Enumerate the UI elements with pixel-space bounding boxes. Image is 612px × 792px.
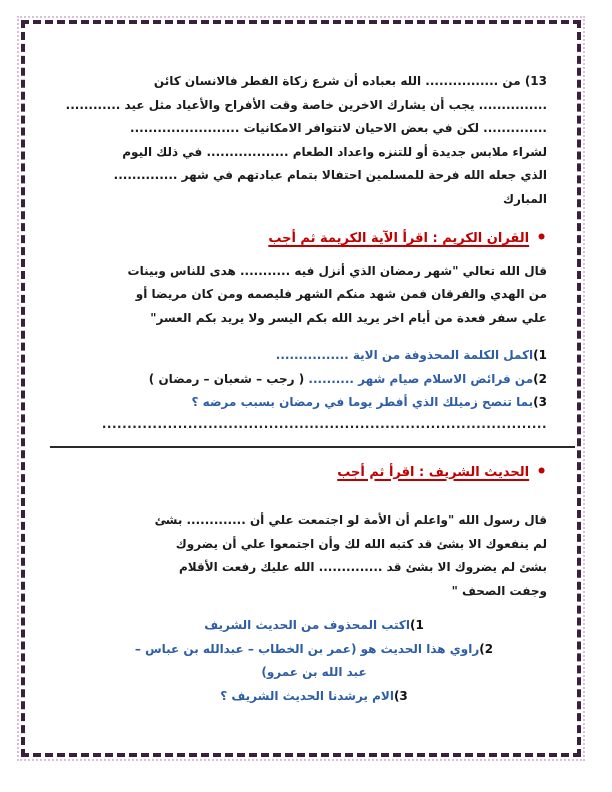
hadith-question-2-continued [81,661,547,685]
question-text: بما تنصح زميلك الذي أفطر يوما في رمضان بسبب مرضه ؟ [191,395,534,409]
question-text: عبد الله بن عمرو) [261,665,367,679]
bullet-icon: • [536,228,547,248]
question-text: من فرائض الاسلام صيام شهر .......... [304,371,534,386]
question-number: 1) [409,618,424,632]
hadith-heading-text: الحديث الشريف : اقرأ ثم أجب [337,464,530,480]
quran-question-2 [81,368,547,392]
quran-heading-text: القران الكريم : اقرأ الآية الكريمة ثم أجب [268,231,530,246]
hadith-line-3: بشئ لم يضروك الا بشئ قد .............. الله عليك رفعت الأقلام [178,560,547,574]
question-number: 2) [479,641,494,656]
question-number: 2) [533,371,547,386]
quran-verse-block [81,260,547,331]
question-number: 1) [533,348,547,362]
q13-line-6: المبارك [503,191,547,206]
hadith-questions-block [81,614,547,708]
verse-line-1: قال الله تعالي "شهر رمضان الذي أنزل فيه ........... هدى للناس وبينات [127,263,547,278]
hadith-line-1: قال رسول الله "واعلم أن الأمة لو اجتمعت علي أن ............. بشئ [154,513,547,527]
question-choices: ( رجب – شعبان – رمضان ) [148,371,305,386]
q13-line-3: .............. لكن في بعض الاحيان لاتتوافر الامكانيات ........................ [130,121,547,135]
verse-line-2: من الهدي والفرقان فمن شهد منكم الشهر فليصمه ومن كان مريضا أو [135,287,547,301]
worksheet-content [25,24,577,753]
hadith-question-3 [81,685,547,709]
question-text: اكتب المحذوف من الحديث الشريف [204,618,410,632]
question-number: 3) [533,395,547,409]
question-number: 3) [393,688,408,703]
verse-line-3: علي سفر فعدة من أيام اخر يريد الله بكم اليسر ولا يريد بكم العسر" [150,310,547,325]
decorative-stitched-border [21,20,581,757]
hadith-question-2 [81,638,547,662]
question-text: الام يرشدنا الحديث الشريف ؟ [220,688,394,703]
q13-line-1: 13) من ................ الله بعباده أن شرع زكاة الفطر فالانسان كائن [153,74,547,88]
hadith-question-1 [81,614,547,638]
q13-line-5: الذي جعله الله فرحة للمسلمين احتفالا بتمام عبادتهم في شهر .............. [113,168,547,182]
section-divider [50,446,575,448]
question-text: اكمل الكلمة المحذوفة من الاية ................ [275,348,534,362]
answer-dotted-line: ........................................................................................ [101,416,547,431]
q13-line-2: ............... يجب أن يشارك الاخرين خاصة وقت الأفراح والأعياد مثل عيد ............ [65,97,547,112]
bullet-icon: • [536,461,547,482]
question-text: راوي هذا الحديث هو (عمر بن الخطاب – عبدالله بن عباس – [134,641,480,656]
quran-question-3 [81,391,547,415]
hadith-line-2: لم ينفعوك الا بشئ قد كتبه الله لك وأن اجتمعوا علي أن يضروك [175,536,547,551]
hadith-text-block [81,509,547,603]
quran-section-heading [81,227,547,251]
hadith-line-4: وجفت الصحف " [451,583,547,598]
hadith-section-heading [81,461,547,485]
q13-line-4: لشراء ملابس جديدة أو للتنزه واعداد الطعام .................. في ذلك اليوم [122,144,547,159]
quran-questions-block [81,344,547,433]
question-13-block [65,70,547,211]
quran-question-1 [81,344,547,368]
